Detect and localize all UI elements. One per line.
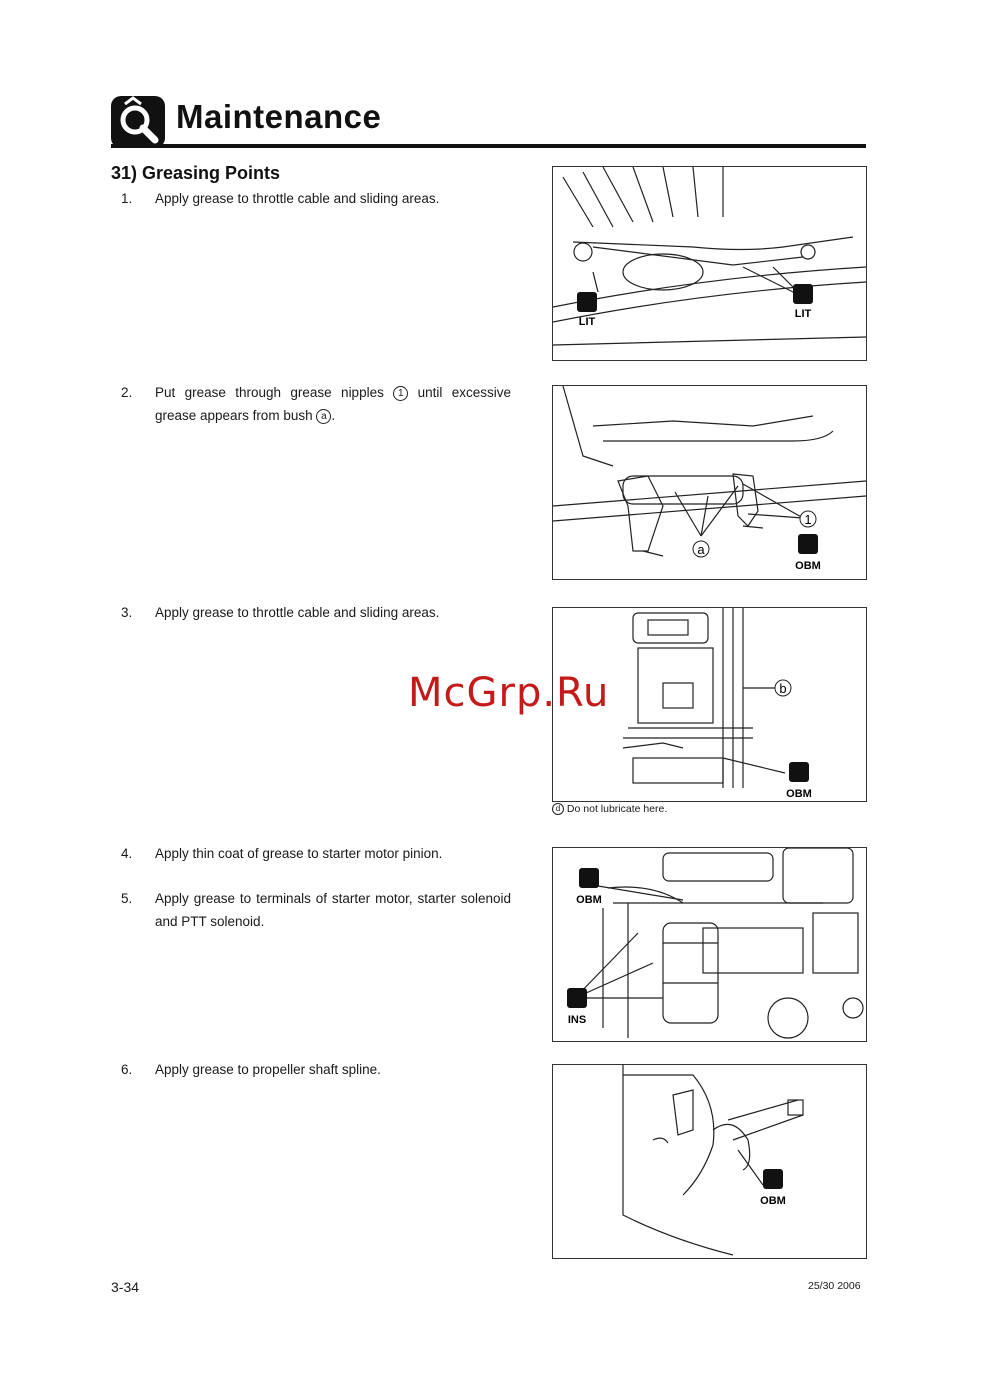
svg-text:OBM: OBM (760, 1195, 786, 1207)
svg-text:LIT: LIT (794, 308, 812, 320)
obm-badge (795, 534, 821, 572)
svg-text:LIT: LIT (578, 316, 596, 328)
callout-b: b (779, 681, 787, 696)
section-title: 31) Greasing Points (111, 163, 281, 183)
figure-propeller-shaft (552, 1064, 867, 1259)
step-2-text-a: Put grease through grease nipples (155, 385, 384, 400)
svg-text:OBM: OBM (576, 894, 602, 906)
svg-text:INS: INS (567, 1014, 587, 1026)
header-divider (111, 144, 866, 148)
callout-1: 1 (804, 512, 812, 527)
svg-text:OBM: OBM (786, 788, 812, 800)
ins-badge (567, 988, 587, 1026)
lit-badge-right (793, 284, 813, 320)
step-2-text-b: until excessive grease appears from bush (155, 385, 511, 423)
figure-caption: d Do not lubricate here. (552, 803, 667, 815)
figure-throttle-cable (552, 166, 867, 361)
svg-text:OBM: OBM (795, 560, 821, 572)
callout-marker-a: a (316, 409, 331, 424)
page-number: 3-34 (111, 1279, 140, 1295)
callout-marker-1: 1 (393, 386, 408, 401)
document-id: 25/30 2006 (808, 1280, 861, 1292)
obm-badge (786, 762, 812, 800)
obm-badge (760, 1169, 786, 1207)
page-title: Maintenance (176, 98, 382, 135)
watermark: McGrp.Ru (408, 670, 610, 716)
figure-starter-motor (552, 847, 867, 1042)
wrench-icon (111, 96, 165, 148)
obm-badge (576, 868, 602, 906)
lit-badge-left (577, 292, 597, 328)
figure-grease-nipples (552, 385, 867, 580)
callout-a: a (697, 542, 705, 557)
